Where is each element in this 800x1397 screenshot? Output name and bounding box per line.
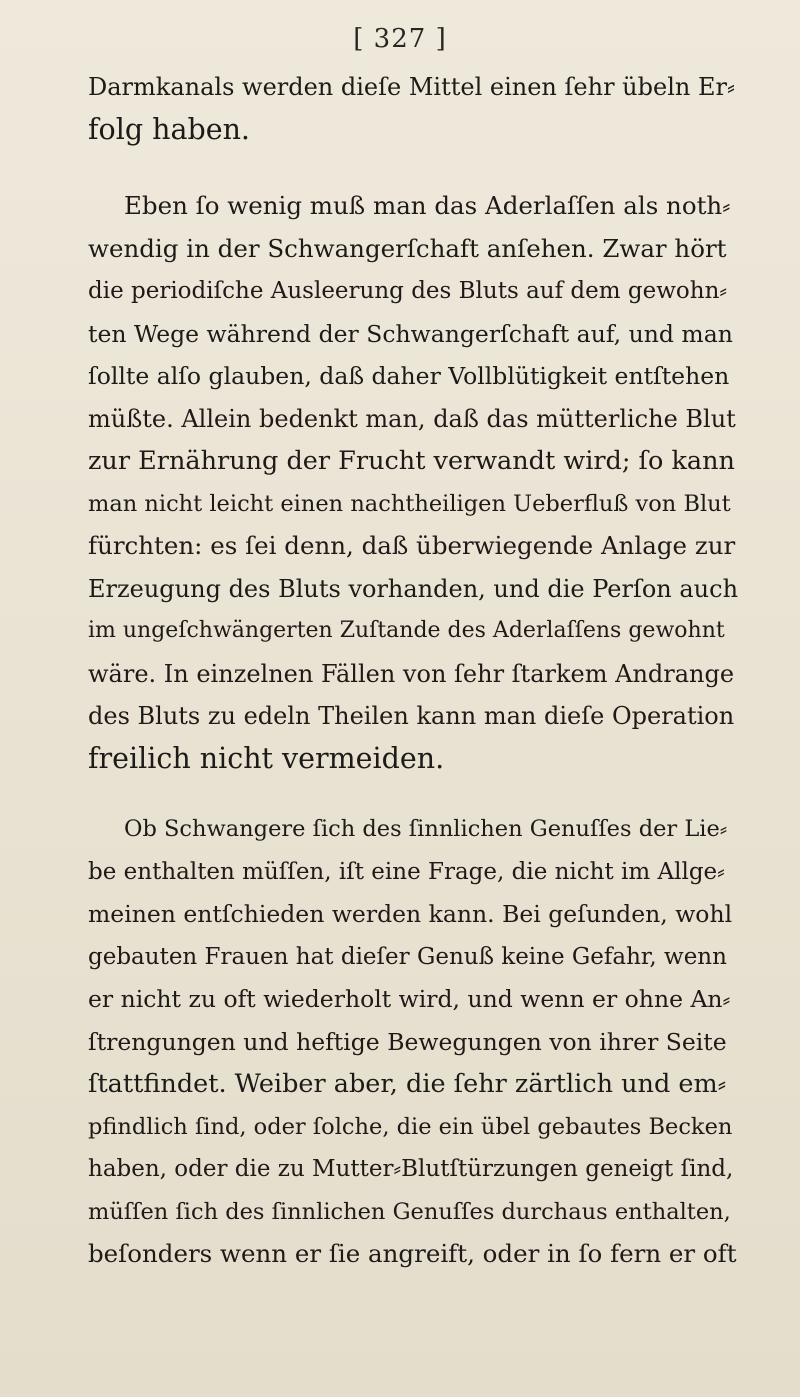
text-line: ſtattfindet. Weiber aber, die ſehr zärtlich und em⸗ <box>88 1069 727 1099</box>
text-line: Erzeugung des Bluts vorhanden, und die Perſon auch <box>88 574 739 603</box>
text-line: Eben ſo wenig muß man das Aderlaſſen als noth⸗ <box>124 191 731 220</box>
text-line: man nicht leicht einen nachtheiligen Ueberfluß von Blut <box>88 490 731 517</box>
paragraph <box>88 66 738 151</box>
text-line: zur Ernährung der Frucht verwandt wird; ſo kann <box>88 446 735 476</box>
text-line: Darmkanals werden dieſe Mittel einen ſehr übeln Er⸗ <box>88 73 735 101</box>
paragraph-gap <box>88 151 738 185</box>
text-line: er nicht zu oft wiederholt wird, und wenn er ohne An⸗ <box>88 985 731 1013</box>
text-line: des Bluts zu edeln Theilen kann man dieſe Operation <box>88 702 735 730</box>
text-line: haben, oder die zu Mutter⸗Blutſtürzungen geneigt ſind, <box>88 1156 734 1182</box>
text-line: ſollte alſo glauben, daß daher Vollblütigkeit entſtehen <box>88 362 730 390</box>
paragraph-gap <box>88 780 738 808</box>
text-line: im ungeſchwängerten Zuſtande des Aderlaſſens gewohnt <box>88 618 725 643</box>
page-number: [ 327 ] <box>353 24 447 54</box>
text-line: Ob Schwangere ſich des ſinnlichen Genuſſes der Lie⸗ <box>124 816 728 842</box>
text-line: pfindlich ſind, oder ſolche, die ein übel gebautes Becken <box>88 1113 733 1140</box>
text-line: wendig in der Schwangerſchaft anſehen. Zwar hört <box>88 233 727 263</box>
text-line: ten Wege während der Schwangerſchaft auf, und man <box>88 319 733 348</box>
text-line: ſtrengungen und heftige Bewegungen von ihrer Seite <box>88 1027 727 1056</box>
text-line: müſſen ſich des ſinnlichen Genuſſes durchaus enthalten, <box>88 1198 731 1225</box>
text-line: wäre. In einzelnen Fällen von ſehr ſtarkem Andrange <box>88 659 735 688</box>
text-line: freilich nicht vermeiden. <box>88 741 445 775</box>
text-line: müßte. Allein bedenkt man, daß das mütterliche Blut <box>88 404 736 433</box>
text-line: meinen entſchieden werden kann. Bei geſunden, wohl <box>88 900 733 928</box>
text-line: die periodiſche Ausleerung des Bluts auf dem gewohn⸗ <box>88 278 728 304</box>
paragraph <box>88 808 738 1276</box>
text-line: folg haben. <box>88 112 250 146</box>
page-body <box>88 66 738 1276</box>
text-line: fürchten: es ſei denn, daß überwiegende Anlage zur <box>88 531 736 560</box>
paragraph <box>88 185 738 780</box>
text-line: gebauten Frauen hat dieſer Genuß keine Gefahr, wenn <box>88 943 727 970</box>
text-line: beſonders wenn er ſie angreift, oder in ſo fern er oft <box>88 1239 737 1268</box>
text-line: be enthalten müſſen, iſt eine Frage, die nicht im Allge⸗ <box>88 858 725 885</box>
